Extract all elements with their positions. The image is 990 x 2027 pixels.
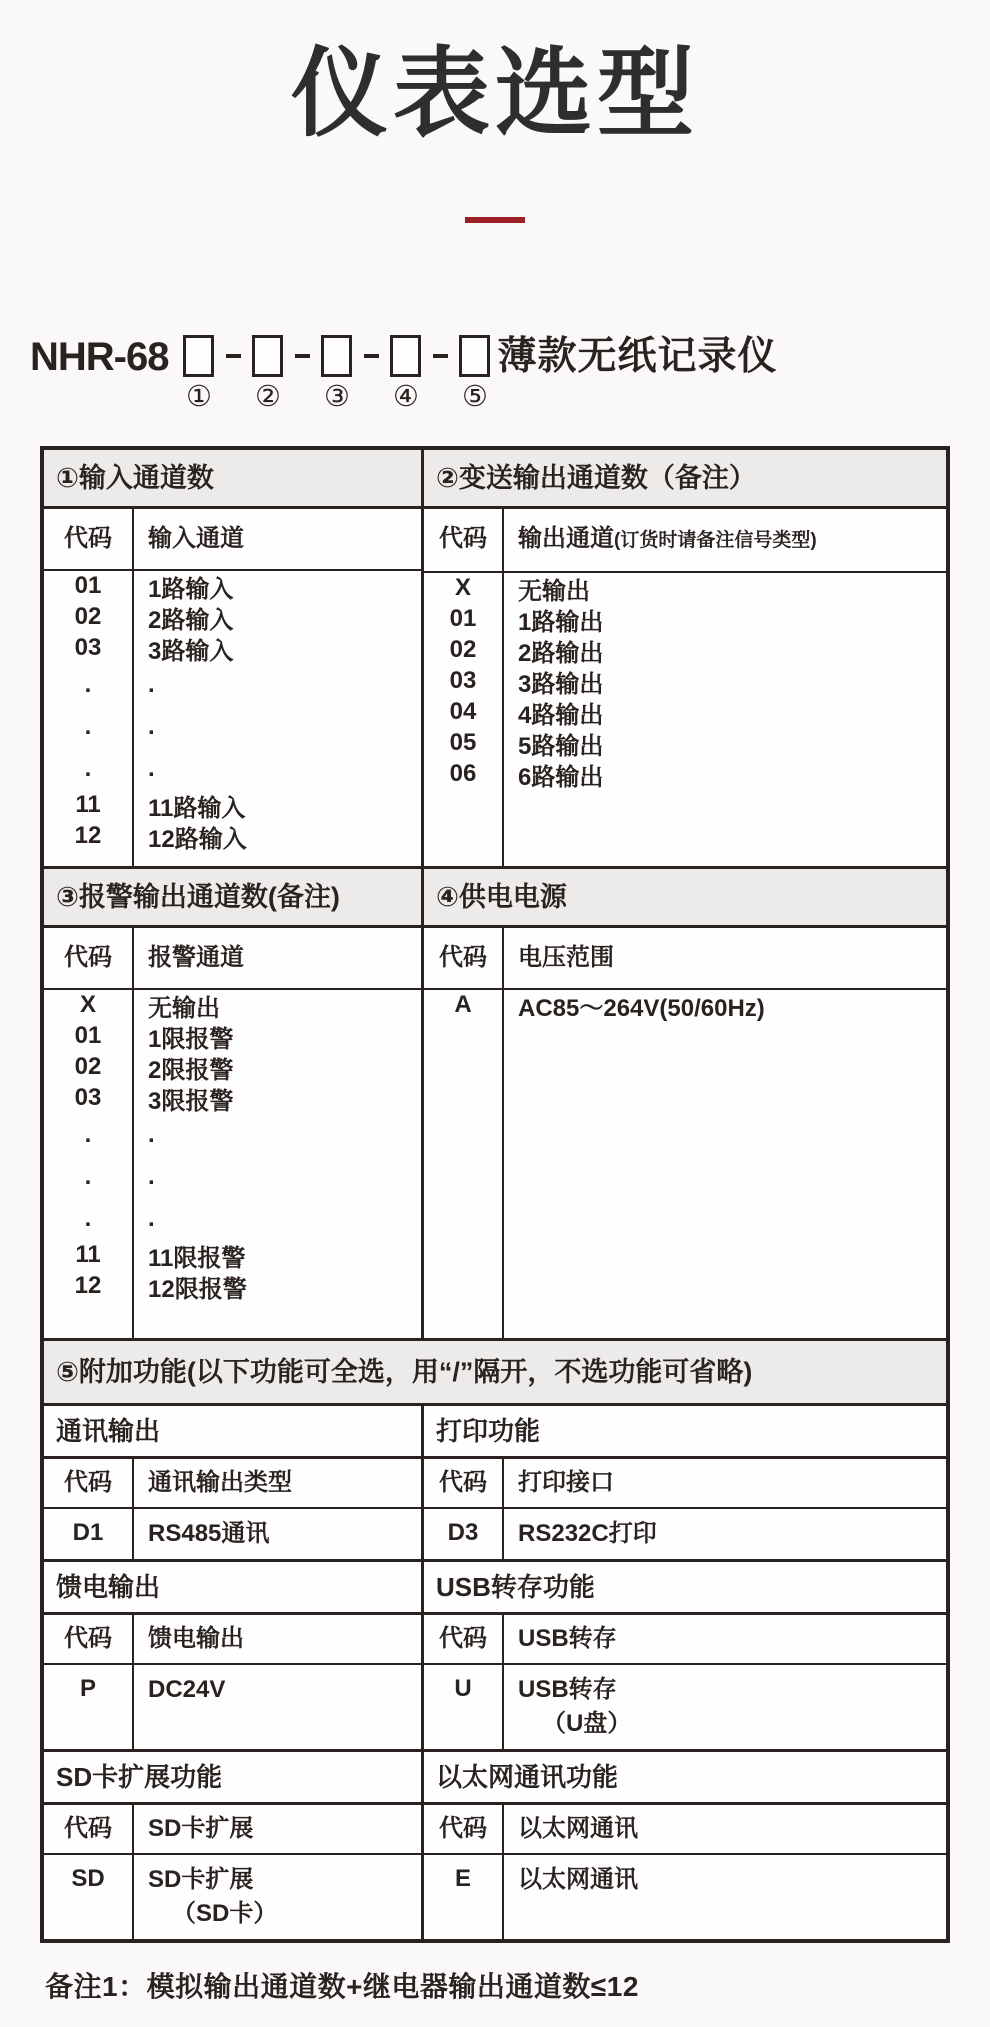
- code-cell: 12: [74, 1272, 102, 1300]
- column-header-row: [44, 1615, 421, 1665]
- table-row: [44, 1509, 421, 1559]
- desc-cell: 4路输出: [518, 701, 604, 729]
- desc-cell: AC85～264V(50/60Hz): [518, 994, 765, 1022]
- desc-cell: 12限报警: [148, 1275, 247, 1303]
- column-header-desc: 通讯输出类型: [148, 1468, 292, 1496]
- model-dash: [431, 335, 449, 377]
- desc-cell: 11限报警: [148, 1244, 246, 1272]
- code-cell: 12: [74, 822, 102, 850]
- subsection-usb: [424, 1562, 946, 1749]
- model-placeholder-box: [390, 335, 421, 377]
- code-cell: 01: [449, 605, 477, 633]
- table-row: [424, 1665, 946, 1749]
- model-dash: [224, 335, 242, 377]
- code-cell: 04: [449, 698, 477, 726]
- model-slot: [252, 335, 283, 412]
- desc-cell: 3限报警: [148, 1087, 234, 1115]
- desc-cell: .: [148, 712, 155, 740]
- code-cell: .: [84, 1204, 92, 1232]
- column-header-desc: 电压范围: [518, 943, 614, 971]
- desc-cell: 1路输入: [148, 575, 234, 603]
- model-position-marker: ①: [185, 380, 212, 413]
- column-header-code: 代码: [424, 928, 504, 988]
- code-cell: D3: [424, 1509, 504, 1559]
- subsection-power-feed: [44, 1562, 424, 1749]
- section-input-channels: [44, 450, 424, 866]
- code-cell: X: [79, 991, 96, 1019]
- column-header-row: [424, 509, 946, 573]
- desc-cell: .: [148, 1204, 155, 1232]
- column-header-desc: 输出通道(订货时请备注信号类型): [518, 524, 817, 552]
- desc-cell: 11路输入: [148, 794, 246, 822]
- desc-cell: .: [148, 1120, 155, 1148]
- desc-cell: 12路输入: [148, 825, 247, 853]
- code-cell: 05: [449, 729, 477, 757]
- code-cell: .: [84, 1120, 92, 1148]
- subsection-title: USB转存功能: [424, 1562, 946, 1615]
- code-cell: .: [84, 670, 92, 698]
- section-alarm-output: [44, 869, 424, 1338]
- code-column: [44, 571, 134, 866]
- desc-cell: 1限报警: [148, 1025, 234, 1053]
- column-header-code: 代码: [44, 1615, 134, 1663]
- table-row: [44, 1665, 421, 1749]
- desc-cell: 2路输出: [518, 639, 604, 667]
- table-row: [424, 1509, 946, 1559]
- desc-cell: RS485通讯: [148, 1519, 270, 1547]
- code-cell: P: [44, 1665, 134, 1749]
- subsection-title: 馈电输出: [44, 1562, 421, 1615]
- code-cell: 02: [74, 603, 102, 631]
- column-header-code: 代码: [44, 928, 134, 988]
- column-header-desc: 以太网通讯: [518, 1814, 638, 1842]
- model-position-marker: ⑤: [461, 380, 488, 413]
- desc-cell: 3路输出: [518, 670, 604, 698]
- code-cell: 11: [75, 1241, 101, 1269]
- column-header-row: [44, 1805, 421, 1855]
- section-transmit-output: [424, 450, 946, 866]
- model-prefix: NHR-68: [30, 334, 169, 379]
- subsection-print: [424, 1406, 946, 1559]
- code-cell: .: [84, 754, 92, 782]
- code-cell: 01: [74, 572, 102, 600]
- subsection-title: 以太网通讯功能: [424, 1752, 946, 1805]
- section-title: ①输入通道数: [44, 450, 421, 509]
- model-placeholder-box: [321, 335, 352, 377]
- section-title: ④供电电源: [424, 869, 946, 928]
- column-header-desc: 输入通道: [148, 524, 244, 552]
- desc-cell: 6路输出: [518, 763, 604, 791]
- model-slot: [390, 335, 421, 412]
- column-header-desc: USB转存: [518, 1624, 617, 1652]
- desc-column: [504, 573, 946, 866]
- code-column: [424, 573, 504, 866]
- addon-banner: ⑤附加功能(以下功能可全选，用“/”隔开，不选功能可省略): [44, 1341, 946, 1406]
- model-position-marker: ②: [254, 380, 281, 413]
- column-header-desc: SD卡扩展: [148, 1814, 254, 1842]
- desc-cell: .: [148, 1162, 155, 1190]
- section-row-2: [44, 869, 946, 1341]
- desc-column: [134, 990, 421, 1338]
- column-header-code: 代码: [424, 1805, 504, 1853]
- column-header-desc: 打印接口: [518, 1468, 614, 1496]
- column-header-desc: 报警通道: [148, 943, 244, 971]
- subsection-sd-card: [44, 1752, 424, 1939]
- subsection-title: 打印功能: [424, 1406, 946, 1459]
- subsection-row-1: [44, 1406, 946, 1562]
- column-header-row: [424, 1459, 946, 1509]
- desc-cell: 无输出: [518, 577, 590, 605]
- section-row-1: [44, 450, 946, 869]
- desc-column: [134, 571, 421, 866]
- column-header-code: 代码: [424, 1615, 504, 1663]
- code-column: [44, 990, 134, 1338]
- model-slot: [459, 335, 490, 412]
- column-header-code: 代码: [424, 1459, 504, 1507]
- code-cell: .: [84, 1162, 92, 1190]
- desc-cell: SD卡扩展 （SD卡）: [148, 1865, 278, 1927]
- table-row: [44, 1855, 421, 1939]
- desc-cell: 2路输入: [148, 606, 234, 634]
- code-cell: 03: [449, 667, 477, 695]
- code-cell: A: [454, 991, 472, 1019]
- code-cell: 01: [74, 1022, 102, 1050]
- column-header-note: (订货时请备注信号类型): [614, 529, 817, 551]
- column-header-row: [44, 1459, 421, 1509]
- subsection-title: SD卡扩展功能: [44, 1752, 421, 1805]
- desc-cell: 1路输出: [518, 608, 604, 636]
- model-suffix: 薄款无纸记录仪: [497, 334, 778, 378]
- column-header-row: [424, 1615, 946, 1665]
- selection-table: [40, 446, 950, 1943]
- model-slot: [321, 335, 352, 412]
- desc-cell: 5路输出: [518, 732, 604, 760]
- code-cell: 03: [74, 1084, 102, 1112]
- section-power-supply: [424, 869, 946, 1338]
- desc-cell: 2限报警: [148, 1056, 234, 1084]
- code-cell: E: [424, 1855, 504, 1939]
- code-cell: U: [424, 1665, 504, 1749]
- column-header-row: [424, 1805, 946, 1855]
- model-slot: [183, 335, 214, 412]
- desc-cell: 3路输入: [148, 637, 234, 665]
- code-cell: 03: [74, 634, 102, 662]
- model-dash: [293, 335, 311, 377]
- code-cell: .: [84, 712, 92, 740]
- footnote: 备注1：模拟输出通道数+继电器输出通道数≤12: [45, 1970, 639, 2002]
- model-position-marker: ③: [323, 380, 350, 413]
- code-cell: X: [454, 574, 471, 602]
- column-header-code: 代码: [44, 509, 134, 569]
- column-header-row: [44, 928, 421, 990]
- code-cell: 02: [74, 1053, 102, 1081]
- desc-column: [504, 990, 946, 1338]
- subsection-ethernet: [424, 1752, 946, 1939]
- code-cell: 02: [449, 636, 477, 664]
- model-dash: [362, 335, 380, 377]
- code-column: [424, 990, 504, 1338]
- model-line: [30, 335, 990, 412]
- column-header-code: 代码: [44, 1805, 134, 1853]
- model-placeholder-box: [183, 335, 214, 377]
- code-cell: 11: [75, 791, 101, 819]
- section-title: ②变送输出通道数（备注）: [424, 450, 946, 509]
- model-placeholder-box: [252, 335, 283, 377]
- model-placeholder-box: [459, 335, 490, 377]
- desc-cell: 无输出: [148, 994, 220, 1022]
- table-row: [424, 1855, 946, 1939]
- column-header-desc: 馈电输出: [148, 1624, 244, 1652]
- section-title: ③报警输出通道数(备注): [44, 869, 421, 928]
- subsection-row-2: [44, 1562, 946, 1752]
- desc-cell: USB转存 （U盘）: [518, 1675, 632, 1737]
- code-cell: SD: [44, 1855, 134, 1939]
- column-header-row: [44, 509, 421, 571]
- desc-cell: .: [148, 670, 155, 698]
- subsection-communication: [44, 1406, 424, 1559]
- model-position-marker: ④: [392, 380, 419, 413]
- page-title: 仪表选型: [291, 39, 699, 148]
- desc-cell: RS232C打印: [518, 1519, 657, 1547]
- column-header-code: 代码: [424, 509, 504, 571]
- desc-cell: DC24V: [148, 1675, 226, 1703]
- code-cell: D1: [44, 1509, 134, 1559]
- title-underline: [465, 217, 525, 223]
- desc-cell: 以太网通讯: [518, 1865, 638, 1893]
- subsection-row-3: [44, 1752, 946, 1939]
- desc-cell: .: [148, 754, 155, 782]
- column-header-code: 代码: [44, 1459, 134, 1507]
- column-header-row: [424, 928, 946, 990]
- code-cell: 06: [449, 760, 477, 788]
- subsection-title: 通讯输出: [44, 1406, 421, 1459]
